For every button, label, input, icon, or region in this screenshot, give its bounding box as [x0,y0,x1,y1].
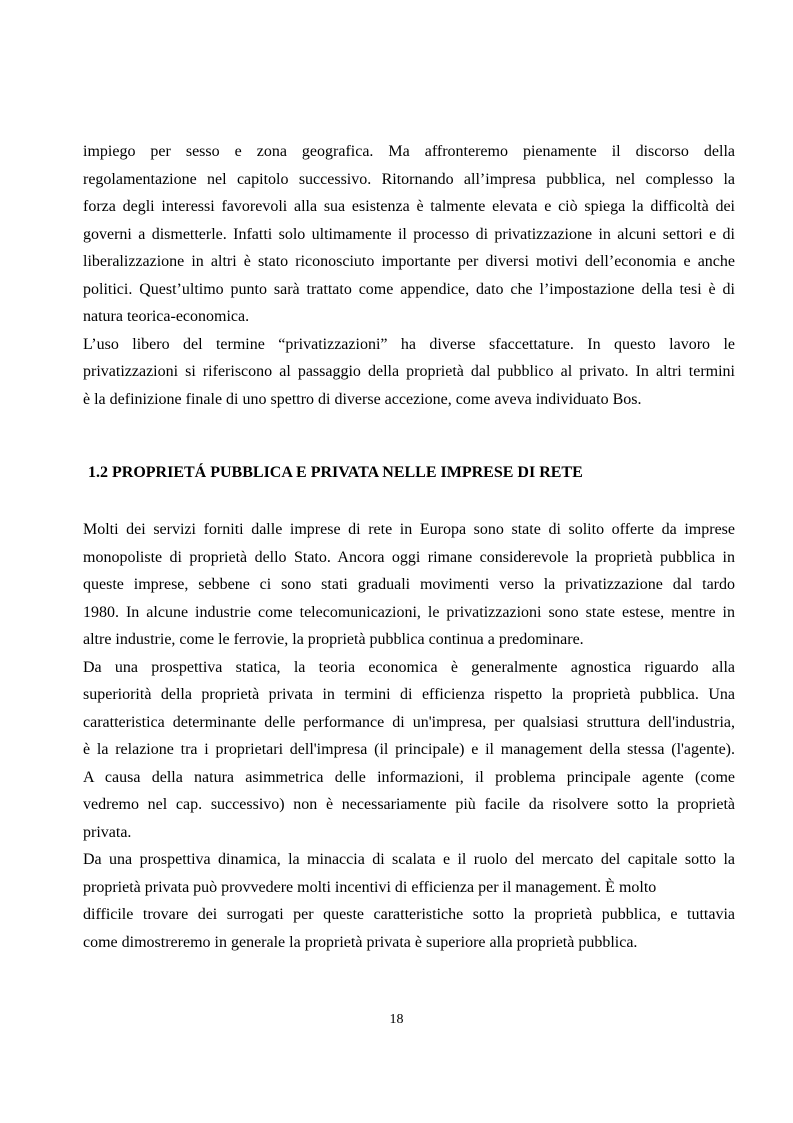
body-line: proprietà privata può provvedere molti incentivi di efficienza per il management. È molto [83,878,657,896]
body-line: politici. Quest’ultimo punto sarà trattato come appendice, dato che l’impostazione della tesi è di [83,280,735,298]
body-line: liberalizzazione in altri è stato riconosciuto importante per diversi motivi dell’economia e anche [83,253,735,270]
body-line: impiego per sesso e zona geografica. Ma affronteremo pienamente il discorso della [83,143,735,160]
body-line: privatizzazioni si riferiscono al passaggio della proprietà dal pubblico al privato. In altri termini [83,363,735,380]
body-line: è la relazione tra i proprietari dell'impresa (il principale) e il management della stessa (l'agente). [83,741,735,758]
intro-paragraphs [83,138,735,413]
section-heading: 1.2 PROPRIETÁ PUBBLICA E PRIVATA NELLE IMPRESE DI RETE [88,464,583,481]
body-line: A causa della natura asimmetrica delle informazioni, il problema principale agente (come [83,768,735,786]
body-line: vedremo nel cap. successivo) non è necessariamente più facile da risolvere sotto la proprietà [83,796,735,813]
body-line: superiorità della proprietà privata in termini di efficienza rispetto la proprietà pubblica. Una [83,686,735,703]
body-line: caratteristica determinante delle performance di un'impresa, per qualsiasi struttura dell'industria, [83,713,735,731]
body-line: monopoliste di proprietà dello Stato. Ancora oggi rimane considerevole la proprietà pubblica in [83,548,735,566]
body-line: Da una prospettiva statica, la teoria economica è generalmente agnostica riguardo alla [83,658,735,676]
body-line: difficile trovare dei surrogati per queste caratteristiche sotto la proprietà pubblica, e tuttavia [83,906,735,923]
body-line: altre industrie, come le ferrovie, la proprietà pubblica continua a predominare. [83,631,584,648]
body-line: Molti dei servizi forniti dalle imprese di rete in Europa sono state di solito offerte da imprese [83,521,735,538]
body-line: 1980. In alcune industrie come telecomunicazioni, le privatizzazioni sono state estese, mentre in [83,603,735,621]
section-paragraphs [83,516,735,956]
body-line: L’uso libero del termine “privatizzazioni” ha diverse sfaccettature. In questo lavoro le [83,335,735,353]
body-line: queste imprese, sebbene ci sono stati graduali movimenti verso la privatizzazione dal tardo [83,576,735,593]
body-line: forza degli interessi favorevoli alla sua esistenza è talmente elevata e ciò spiega la difficoltà dei [83,198,735,215]
body-line: natura teorica-economica. [83,308,250,325]
body-line: governi a dismetterle. Infatti solo ultimamente il processo di privatizzazione in alcuni settori e di [83,225,735,243]
body-line: privata. [83,823,132,841]
page-number: 18 [389,1012,404,1027]
body-line: Da una prospettiva dinamica, la minaccia di scalata e il ruolo del mercato del capitale sotto la [83,851,735,868]
body-line: come dimostreremo in generale la proprietà privata è superiore alla proprietà pubblica. [83,933,638,951]
body-line: regolamentazione nel capitolo successivo. Ritornando all’impresa pubblica, nel complesso la [83,170,735,188]
body-line: è la definizione finale di uno spettro di diverse accezione, come aveva individuato Bos. [83,390,642,408]
